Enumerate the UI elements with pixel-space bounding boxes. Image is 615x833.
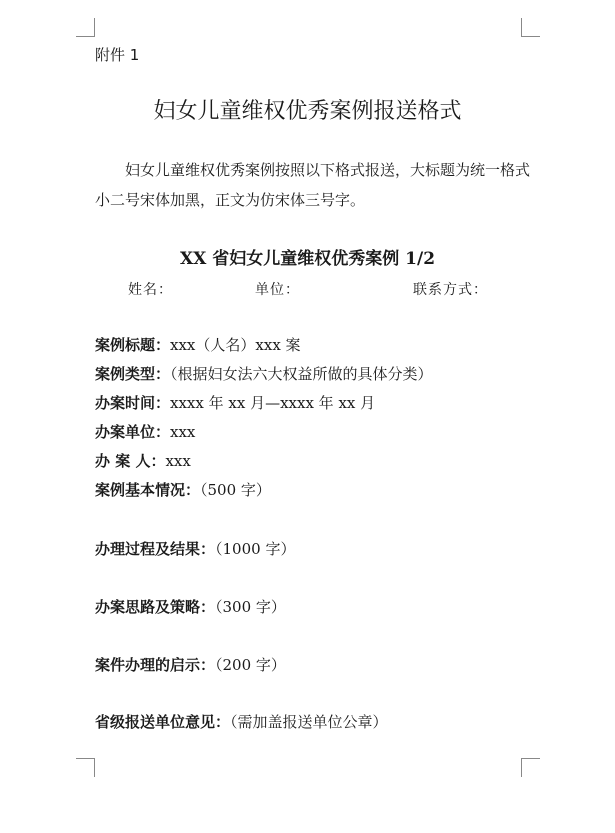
unit-label: 单位： xyxy=(255,282,300,298)
crop-mark-top-left xyxy=(76,18,95,37)
field-value: xxx xyxy=(170,423,196,441)
field-value: （根据妇女法六大权益所做的具体分类） xyxy=(170,365,433,383)
field-label: 省级报送单位意见： xyxy=(95,713,231,731)
field-case-period xyxy=(95,392,375,413)
field-label: 办案时间： xyxy=(95,394,171,412)
field-label: 办案单位： xyxy=(95,423,171,441)
field-label: 办 案 人： xyxy=(95,452,166,470)
field-label: 案例基本情况： xyxy=(95,481,201,499)
field-label: 办理过程及结果： xyxy=(95,540,216,558)
crop-mark-top-right xyxy=(521,18,540,37)
field-case-title xyxy=(95,334,301,355)
document-title: 妇女儿童维权优秀案例报送格式 xyxy=(153,99,462,124)
field-basic-situation xyxy=(95,479,271,500)
field-handling-unit xyxy=(95,421,195,442)
field-label: 案例类型： xyxy=(95,365,171,383)
contact-label: 联系方式： xyxy=(413,282,488,298)
field-label: 办案思路及策略： xyxy=(95,598,216,616)
field-handler xyxy=(95,450,191,471)
field-case-type xyxy=(95,363,433,384)
field-value: （需加盖报送单位公章） xyxy=(230,713,388,731)
field-label: 案例标题： xyxy=(95,336,171,354)
case-title: XX 省妇女儿童维权优秀案例 1/2 xyxy=(179,249,436,269)
field-value: （300 字） xyxy=(215,598,286,616)
name-label: 姓名： xyxy=(128,282,173,298)
field-value: （500 字） xyxy=(200,481,271,499)
attachment-label: 附件 1 xyxy=(95,46,140,64)
field-value: xxxx 年 xx 月—xxxx 年 xx 月 xyxy=(170,394,376,412)
field-strategy xyxy=(95,596,286,617)
field-process-result xyxy=(95,538,295,559)
field-lessons xyxy=(95,654,286,675)
field-value: （200 字） xyxy=(215,656,286,674)
field-value: xxx xyxy=(165,452,191,470)
field-label: 案件办理的启示： xyxy=(95,656,216,674)
field-value: （1000 字） xyxy=(215,540,296,558)
crop-mark-bottom-left xyxy=(76,758,95,777)
intro-paragraph: 妇女儿童维权优秀案例按照以下格式报送，大标题为统一格式小二号宋体加黑，正文为仿宋体三号字。 xyxy=(95,161,531,209)
field-provincial-opinion xyxy=(95,711,388,732)
field-value: xxx（人名）xxx 案 xyxy=(170,336,301,354)
crop-mark-bottom-right xyxy=(521,758,540,777)
